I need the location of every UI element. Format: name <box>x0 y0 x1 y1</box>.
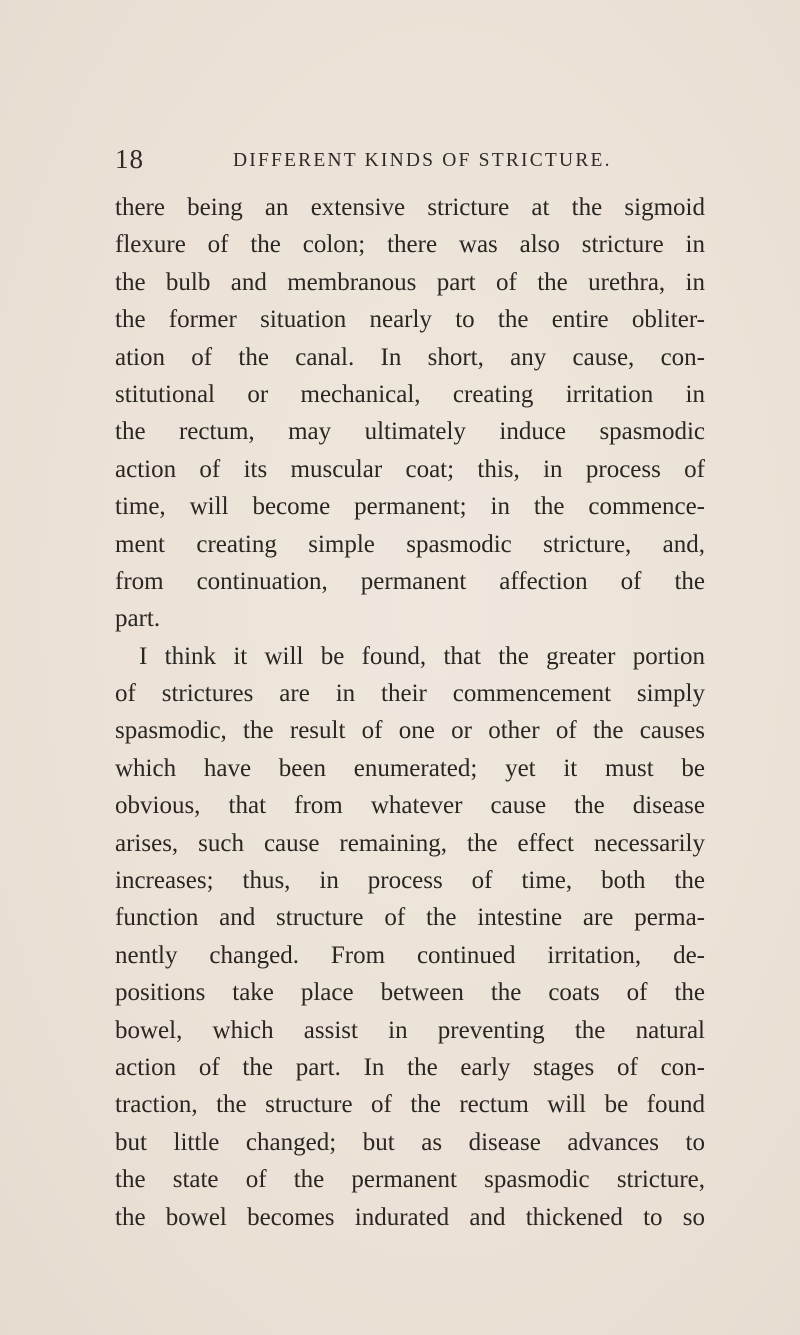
text-line: the former situation nearly to the entire obliter- <box>115 306 705 334</box>
page-header <box>115 144 705 178</box>
paragraph-2 <box>115 638 705 1236</box>
text-line: action of its muscular coat; this, in process of <box>115 455 705 483</box>
text-line: the bulb and membranous part of the urethra, in <box>115 268 705 296</box>
text-line: stitutional or mechanical, creating irritation in <box>115 380 705 408</box>
paragraph-1 <box>115 189 705 638</box>
text-line: the rectum, may ultimately induce spasmodic <box>115 418 705 446</box>
text-line: I think it will be found, that the greater portion <box>139 642 705 670</box>
page-number: 18 <box>115 144 144 174</box>
text-line: flexure of the colon; there was also stricture in <box>115 231 705 259</box>
text-line: ment creating simple spasmodic stricture, and, <box>115 530 705 558</box>
text-line: ation of the canal. In short, any cause, con- <box>115 343 705 371</box>
body-text <box>115 189 705 1236</box>
text-line: nently changed. From continued irritation, de- <box>115 941 705 969</box>
text-line: of strictures are in their commencement simply <box>115 680 705 708</box>
text-line: spasmodic, the result of one or other of the causes <box>115 717 705 745</box>
text-line: which have been enumerated; yet it must be <box>115 754 705 782</box>
text-line: there being an extensive stricture at the sigmoid <box>115 194 705 221</box>
text-line: but little changed; but as disease advances to <box>115 1128 705 1156</box>
text-line: traction, the structure of the rectum will be found <box>115 1091 705 1119</box>
text-line: the state of the permanent spasmodic stricture, <box>115 1166 705 1194</box>
text-line: time, will become permanent; in the commence- <box>115 493 705 521</box>
text-line: function and structure of the intestine are perma- <box>115 904 705 932</box>
text-line: positions take place between the coats of the <box>115 979 705 1007</box>
text-line: arises, such cause remaining, the effect necessarily <box>115 829 705 857</box>
text-line: increases; thus, in process of time, both the <box>115 867 705 895</box>
text-line: the bowel becomes indurated and thickened to so <box>115 1203 705 1231</box>
running-head: DIFFERENT KINDS OF STRICTURE. <box>233 150 612 171</box>
text-line: action of the part. In the early stages of con- <box>115 1053 705 1081</box>
text-line: part. <box>115 605 161 633</box>
text-line: bowel, which assist in preventing the natural <box>115 1016 705 1044</box>
text-line: obvious, that from whatever cause the disease <box>115 792 705 820</box>
text-line: from continuation, permanent affection of the <box>115 567 705 595</box>
